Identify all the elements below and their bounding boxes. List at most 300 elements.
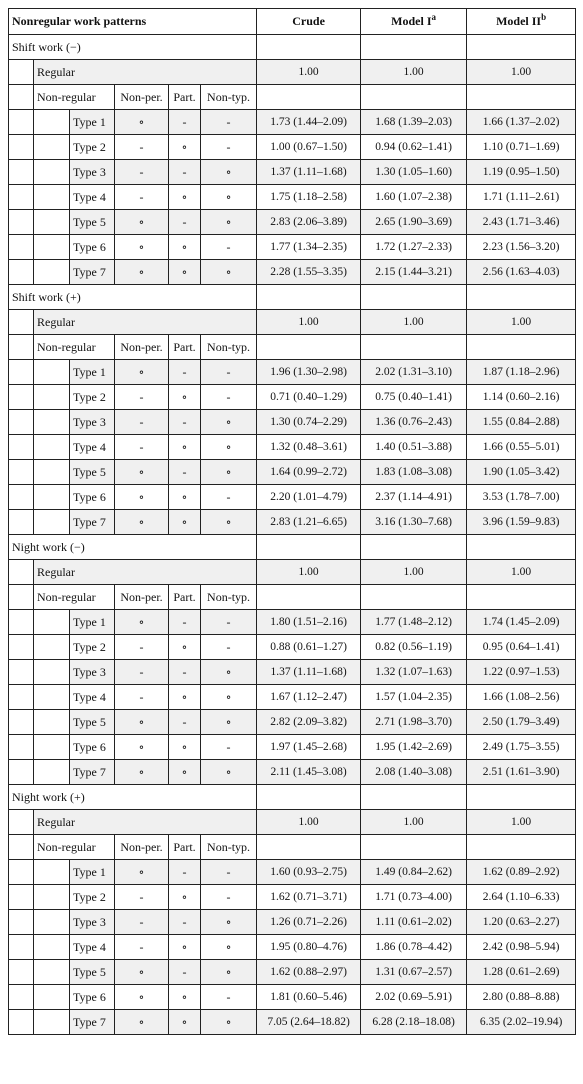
nontyp-header: Non-typ. [201, 585, 257, 610]
nonregular-label: Non-regular [34, 835, 115, 860]
model1-value: 1.32 (1.07–1.63) [361, 660, 467, 685]
section-empty-model2 [467, 535, 576, 560]
model1-value: 2.02 (1.31–3.10) [361, 360, 467, 385]
indent-cell [9, 235, 34, 260]
header-crude: Crude [257, 9, 361, 35]
type-label: Type 6 [70, 235, 115, 260]
model1-value: 2.15 (1.44–3.21) [361, 260, 467, 285]
section-empty-model1 [361, 785, 467, 810]
indent-cell [9, 685, 34, 710]
section-empty-model1 [361, 285, 467, 310]
indent-cell [9, 185, 34, 210]
part-mark: ∘ [169, 260, 201, 285]
model1-value: 1.31 (0.67–2.57) [361, 960, 467, 985]
section-row [9, 535, 576, 560]
indent-cell [34, 235, 70, 260]
model2-value: 2.49 (1.75–3.55) [467, 735, 576, 760]
nonregular-label: Non-regular [34, 585, 115, 610]
nonper-mark: - [115, 385, 169, 410]
nonper-mark: ∘ [115, 485, 169, 510]
crude-value: 2.83 (1.21–6.65) [257, 510, 361, 535]
part-mark: ∘ [169, 510, 201, 535]
section-row [9, 785, 576, 810]
nontyp-mark: - [201, 135, 257, 160]
nontyp-header: Non-typ. [201, 85, 257, 110]
indent-cell [34, 860, 70, 885]
table-row [9, 760, 576, 785]
nonregular-empty-model2 [467, 585, 576, 610]
nonper-header: Non-per. [115, 585, 169, 610]
indent-cell [34, 660, 70, 685]
nontyp-mark: - [201, 235, 257, 260]
indent-cell [9, 810, 34, 835]
indent-cell [34, 485, 70, 510]
model2-value: 3.53 (1.78–7.00) [467, 485, 576, 510]
nonper-mark: - [115, 185, 169, 210]
nontyp-mark: ∘ [201, 260, 257, 285]
table-row [9, 485, 576, 510]
model1-value: 0.75 (0.40–1.41) [361, 385, 467, 410]
part-mark: ∘ [169, 735, 201, 760]
nontyp-mark: ∘ [201, 1010, 257, 1035]
part-mark: - [169, 160, 201, 185]
section-row [9, 285, 576, 310]
regular-row [9, 560, 576, 585]
table-row [9, 210, 576, 235]
nonper-mark: ∘ [115, 760, 169, 785]
nontyp-mark: - [201, 860, 257, 885]
model1-value: 1.95 (1.42–2.69) [361, 735, 467, 760]
model2-value: 3.96 (1.59–9.83) [467, 510, 576, 535]
section-label: Shift work (+) [9, 285, 257, 310]
indent-cell [9, 260, 34, 285]
nonregular-header-row [9, 335, 576, 360]
nonregular-label: Non-regular [34, 85, 115, 110]
nonregular-empty-crude [257, 335, 361, 360]
model1-value: 2.71 (1.98–3.70) [361, 710, 467, 735]
nontyp-mark: ∘ [201, 685, 257, 710]
indent-cell [9, 885, 34, 910]
nontyp-mark: - [201, 360, 257, 385]
indent-cell [9, 635, 34, 660]
nontyp-mark: ∘ [201, 910, 257, 935]
type-label: Type 6 [70, 735, 115, 760]
indent-cell [34, 160, 70, 185]
indent-cell [9, 160, 34, 185]
table-row [9, 260, 576, 285]
part-mark: ∘ [169, 985, 201, 1010]
type-label: Type 4 [70, 435, 115, 460]
model2-value: 1.55 (0.84–2.88) [467, 410, 576, 435]
crude-value: 1.67 (1.12–2.47) [257, 685, 361, 710]
type-label: Type 1 [70, 360, 115, 385]
regular-row [9, 810, 576, 835]
nonper-mark: - [115, 435, 169, 460]
model2-value: 2.64 (1.10–6.33) [467, 885, 576, 910]
model1-value: 1.83 (1.08–3.08) [361, 460, 467, 485]
indent-cell [34, 960, 70, 985]
nonregular-empty-crude [257, 585, 361, 610]
indent-cell [9, 960, 34, 985]
nonper-mark: ∘ [115, 210, 169, 235]
table-row [9, 660, 576, 685]
model1-value: 2.02 (0.69–5.91) [361, 985, 467, 1010]
type-label: Type 1 [70, 860, 115, 885]
part-mark: ∘ [169, 885, 201, 910]
nontyp-mark: ∘ [201, 760, 257, 785]
regular-crude: 1.00 [257, 560, 361, 585]
model2-value: 0.95 (0.64–1.41) [467, 635, 576, 660]
nontyp-mark: ∘ [201, 935, 257, 960]
model2-value: 2.23 (1.56–3.20) [467, 235, 576, 260]
model1-value: 1.77 (1.48–2.12) [361, 610, 467, 635]
crude-value: 1.77 (1.34–2.35) [257, 235, 361, 260]
model2-value: 1.87 (1.18–2.96) [467, 360, 576, 385]
section-empty-crude [257, 285, 361, 310]
type-label: Type 6 [70, 985, 115, 1010]
part-mark: ∘ [169, 435, 201, 460]
indent-cell [9, 510, 34, 535]
nonper-mark: ∘ [115, 260, 169, 285]
nonregular-header-row [9, 585, 576, 610]
nonper-mark: ∘ [115, 360, 169, 385]
crude-value: 1.81 (0.60–5.46) [257, 985, 361, 1010]
part-header: Part. [169, 585, 201, 610]
indent-cell [34, 885, 70, 910]
nonper-mark: ∘ [115, 1010, 169, 1035]
regular-label: Regular [34, 60, 257, 85]
type-label: Type 4 [70, 935, 115, 960]
nonregular-header-row [9, 835, 576, 860]
crude-value: 1.95 (0.80–4.76) [257, 935, 361, 960]
indent-cell [34, 385, 70, 410]
nontyp-mark: - [201, 385, 257, 410]
crude-value: 1.26 (0.71–2.26) [257, 910, 361, 935]
regular-model1: 1.00 [361, 310, 467, 335]
table-row [9, 635, 576, 660]
model1-value: 1.30 (1.05–1.60) [361, 160, 467, 185]
indent-cell [9, 310, 34, 335]
part-mark: ∘ [169, 185, 201, 210]
type-label: Type 3 [70, 160, 115, 185]
crude-value: 1.75 (1.18–2.58) [257, 185, 361, 210]
nonper-header: Non-per. [115, 85, 169, 110]
indent-cell [9, 360, 34, 385]
indent-cell [9, 835, 34, 860]
nontyp-mark: ∘ [201, 210, 257, 235]
model1-value: 6.28 (2.18–18.08) [361, 1010, 467, 1035]
crude-value: 0.71 (0.40–1.29) [257, 385, 361, 410]
crude-value: 1.37 (1.11–1.68) [257, 660, 361, 685]
section-empty-model2 [467, 35, 576, 60]
type-label: Type 5 [70, 960, 115, 985]
indent-cell [9, 85, 34, 110]
header-model2-sup: b [541, 12, 547, 22]
indent-cell [9, 985, 34, 1010]
indent-cell [9, 735, 34, 760]
nonregular-empty-crude [257, 835, 361, 860]
part-mark: ∘ [169, 685, 201, 710]
nonregular-header-row [9, 85, 576, 110]
type-label: Type 3 [70, 410, 115, 435]
crude-value: 2.28 (1.55–3.35) [257, 260, 361, 285]
nonper-mark: - [115, 660, 169, 685]
nonregular-empty-model1 [361, 585, 467, 610]
model1-value: 1.36 (0.76–2.43) [361, 410, 467, 435]
type-label: Type 4 [70, 685, 115, 710]
nontyp-mark: - [201, 110, 257, 135]
indent-cell [9, 560, 34, 585]
type-label: Type 7 [70, 1010, 115, 1035]
nonper-mark: - [115, 410, 169, 435]
type-label: Type 2 [70, 135, 115, 160]
section-row [9, 35, 576, 60]
nonper-mark: - [115, 910, 169, 935]
nonper-header: Non-per. [115, 335, 169, 360]
regular-row [9, 310, 576, 335]
table-row [9, 960, 576, 985]
nonregular-empty-model1 [361, 835, 467, 860]
nonper-mark: ∘ [115, 510, 169, 535]
indent-cell [9, 860, 34, 885]
indent-cell [9, 60, 34, 85]
part-header: Part. [169, 85, 201, 110]
indent-cell [34, 510, 70, 535]
nontyp-mark: ∘ [201, 660, 257, 685]
indent-cell [9, 710, 34, 735]
type-label: Type 1 [70, 610, 115, 635]
type-label: Type 5 [70, 210, 115, 235]
indent-cell [9, 610, 34, 635]
table-row [9, 935, 576, 960]
crude-value: 1.64 (0.99–2.72) [257, 460, 361, 485]
nontyp-mark: ∘ [201, 410, 257, 435]
crude-value: 1.62 (0.71–3.71) [257, 885, 361, 910]
indent-cell [34, 135, 70, 160]
nontyp-header: Non-typ. [201, 835, 257, 860]
crude-value: 2.20 (1.01–4.79) [257, 485, 361, 510]
model1-value: 0.94 (0.62–1.41) [361, 135, 467, 160]
nonper-mark: ∘ [115, 710, 169, 735]
indent-cell [9, 435, 34, 460]
type-label: Type 4 [70, 185, 115, 210]
crude-value: 2.11 (1.45–3.08) [257, 760, 361, 785]
indent-cell [9, 385, 34, 410]
nontyp-mark: - [201, 885, 257, 910]
section-empty-crude [257, 35, 361, 60]
type-label: Type 2 [70, 635, 115, 660]
crude-value: 1.30 (0.74–2.29) [257, 410, 361, 435]
model2-value: 2.80 (0.88–8.88) [467, 985, 576, 1010]
type-label: Type 7 [70, 510, 115, 535]
crude-value: 2.82 (2.09–3.82) [257, 710, 361, 735]
model2-value: 1.14 (0.60–2.16) [467, 385, 576, 410]
part-mark: ∘ [169, 935, 201, 960]
model1-value: 1.49 (0.84–2.62) [361, 860, 467, 885]
table-row [9, 510, 576, 535]
nonper-mark: - [115, 935, 169, 960]
model2-value: 2.50 (1.79–3.49) [467, 710, 576, 735]
table-row [9, 985, 576, 1010]
indent-cell [34, 760, 70, 785]
table-row [9, 710, 576, 735]
nontyp-mark: ∘ [201, 435, 257, 460]
model1-value: 1.72 (1.27–2.33) [361, 235, 467, 260]
part-mark: ∘ [169, 135, 201, 160]
nonper-mark: - [115, 685, 169, 710]
indent-cell [9, 210, 34, 235]
nonregular-empty-model2 [467, 335, 576, 360]
part-mark: - [169, 660, 201, 685]
table-row [9, 610, 576, 635]
part-mark: ∘ [169, 1010, 201, 1035]
part-mark: ∘ [169, 485, 201, 510]
nontyp-mark: - [201, 985, 257, 1010]
header-model1-label: Model I [391, 14, 432, 28]
indent-cell [9, 335, 34, 360]
model1-value: 1.11 (0.61–2.02) [361, 910, 467, 935]
part-mark: - [169, 610, 201, 635]
nonper-mark: - [115, 635, 169, 660]
regular-label: Regular [34, 310, 257, 335]
nontyp-mark: - [201, 610, 257, 635]
model2-value: 2.43 (1.71–3.46) [467, 210, 576, 235]
indent-cell [9, 585, 34, 610]
header-model1 [361, 9, 467, 35]
type-label: Type 5 [70, 460, 115, 485]
indent-cell [34, 360, 70, 385]
nonper-mark: ∘ [115, 960, 169, 985]
model2-value: 1.10 (0.71–1.69) [467, 135, 576, 160]
nontyp-mark: - [201, 735, 257, 760]
model1-value: 2.37 (1.14–4.91) [361, 485, 467, 510]
crude-value: 1.60 (0.93–2.75) [257, 860, 361, 885]
table-row [9, 735, 576, 760]
table-row [9, 360, 576, 385]
crude-value: 7.05 (2.64–18.82) [257, 1010, 361, 1035]
nonper-mark: - [115, 885, 169, 910]
regular-model2: 1.00 [467, 310, 576, 335]
model1-value: 1.57 (1.04–2.35) [361, 685, 467, 710]
crude-value: 1.62 (0.88–2.97) [257, 960, 361, 985]
model2-value: 6.35 (2.02–19.94) [467, 1010, 576, 1035]
model2-value: 1.22 (0.97–1.53) [467, 660, 576, 685]
section-empty-crude [257, 535, 361, 560]
part-mark: - [169, 860, 201, 885]
model1-value: 1.60 (1.07–2.38) [361, 185, 467, 210]
nontyp-mark: ∘ [201, 185, 257, 210]
crude-value: 1.97 (1.45–2.68) [257, 735, 361, 760]
table-row [9, 885, 576, 910]
regular-crude: 1.00 [257, 60, 361, 85]
part-mark: ∘ [169, 635, 201, 660]
model2-value: 2.42 (0.98–5.94) [467, 935, 576, 960]
regular-crude: 1.00 [257, 810, 361, 835]
crude-value: 1.80 (1.51–2.16) [257, 610, 361, 635]
model2-value: 1.19 (0.95–1.50) [467, 160, 576, 185]
section-empty-model1 [361, 535, 467, 560]
nontyp-mark: ∘ [201, 510, 257, 535]
type-label: Type 2 [70, 385, 115, 410]
nonper-header: Non-per. [115, 835, 169, 860]
model2-value: 1.62 (0.89–2.92) [467, 860, 576, 885]
nontyp-header: Non-typ. [201, 335, 257, 360]
crude-value: 2.83 (2.06–3.89) [257, 210, 361, 235]
nontyp-mark: - [201, 485, 257, 510]
section-empty-model1 [361, 35, 467, 60]
section-empty-model2 [467, 285, 576, 310]
nonregular-empty-model1 [361, 85, 467, 110]
model2-value: 1.90 (1.05–3.42) [467, 460, 576, 485]
type-label: Type 7 [70, 760, 115, 785]
indent-cell [34, 260, 70, 285]
model1-value: 3.16 (1.30–7.68) [361, 510, 467, 535]
model2-value: 2.51 (1.61–3.90) [467, 760, 576, 785]
indent-cell [34, 435, 70, 460]
nonregular-empty-crude [257, 85, 361, 110]
indent-cell [9, 1010, 34, 1035]
section-empty-crude [257, 785, 361, 810]
header-row [9, 9, 576, 35]
crude-value: 1.37 (1.11–1.68) [257, 160, 361, 185]
indent-cell [9, 660, 34, 685]
indent-cell [34, 935, 70, 960]
table-row [9, 1010, 576, 1035]
type-label: Type 3 [70, 660, 115, 685]
table-row [9, 460, 576, 485]
indent-cell [9, 760, 34, 785]
table-row [9, 185, 576, 210]
model2-value: 1.66 (1.37–2.02) [467, 110, 576, 135]
type-label: Type 5 [70, 710, 115, 735]
model2-value: 1.74 (1.45–2.09) [467, 610, 576, 635]
model1-value: 1.86 (0.78–4.42) [361, 935, 467, 960]
header-title: Nonregular work patterns [9, 9, 257, 35]
type-label: Type 2 [70, 885, 115, 910]
regular-model1: 1.00 [361, 810, 467, 835]
indent-cell [34, 110, 70, 135]
table-row [9, 860, 576, 885]
indent-cell [34, 710, 70, 735]
table-row [9, 410, 576, 435]
crude-value: 0.88 (0.61–1.27) [257, 635, 361, 660]
part-mark: - [169, 410, 201, 435]
nonper-mark: ∘ [115, 610, 169, 635]
crude-value: 1.73 (1.44–2.09) [257, 110, 361, 135]
model2-value: 1.66 (1.08–2.56) [467, 685, 576, 710]
indent-cell [9, 135, 34, 160]
header-model2 [467, 9, 576, 35]
indent-cell [34, 735, 70, 760]
table-row [9, 685, 576, 710]
indent-cell [34, 985, 70, 1010]
indent-cell [9, 110, 34, 135]
model1-value: 2.08 (1.40–3.08) [361, 760, 467, 785]
indent-cell [34, 1010, 70, 1035]
regular-crude: 1.00 [257, 310, 361, 335]
section-label: Night work (+) [9, 785, 257, 810]
table-row [9, 910, 576, 935]
indent-cell [34, 635, 70, 660]
nonper-mark: ∘ [115, 460, 169, 485]
regular-label: Regular [34, 810, 257, 835]
nonregular-empty-model2 [467, 835, 576, 860]
nonregular-empty-model2 [467, 85, 576, 110]
regular-model2: 1.00 [467, 560, 576, 585]
table-row [9, 110, 576, 135]
model2-value: 1.71 (1.11–2.61) [467, 185, 576, 210]
regular-model1: 1.00 [361, 560, 467, 585]
